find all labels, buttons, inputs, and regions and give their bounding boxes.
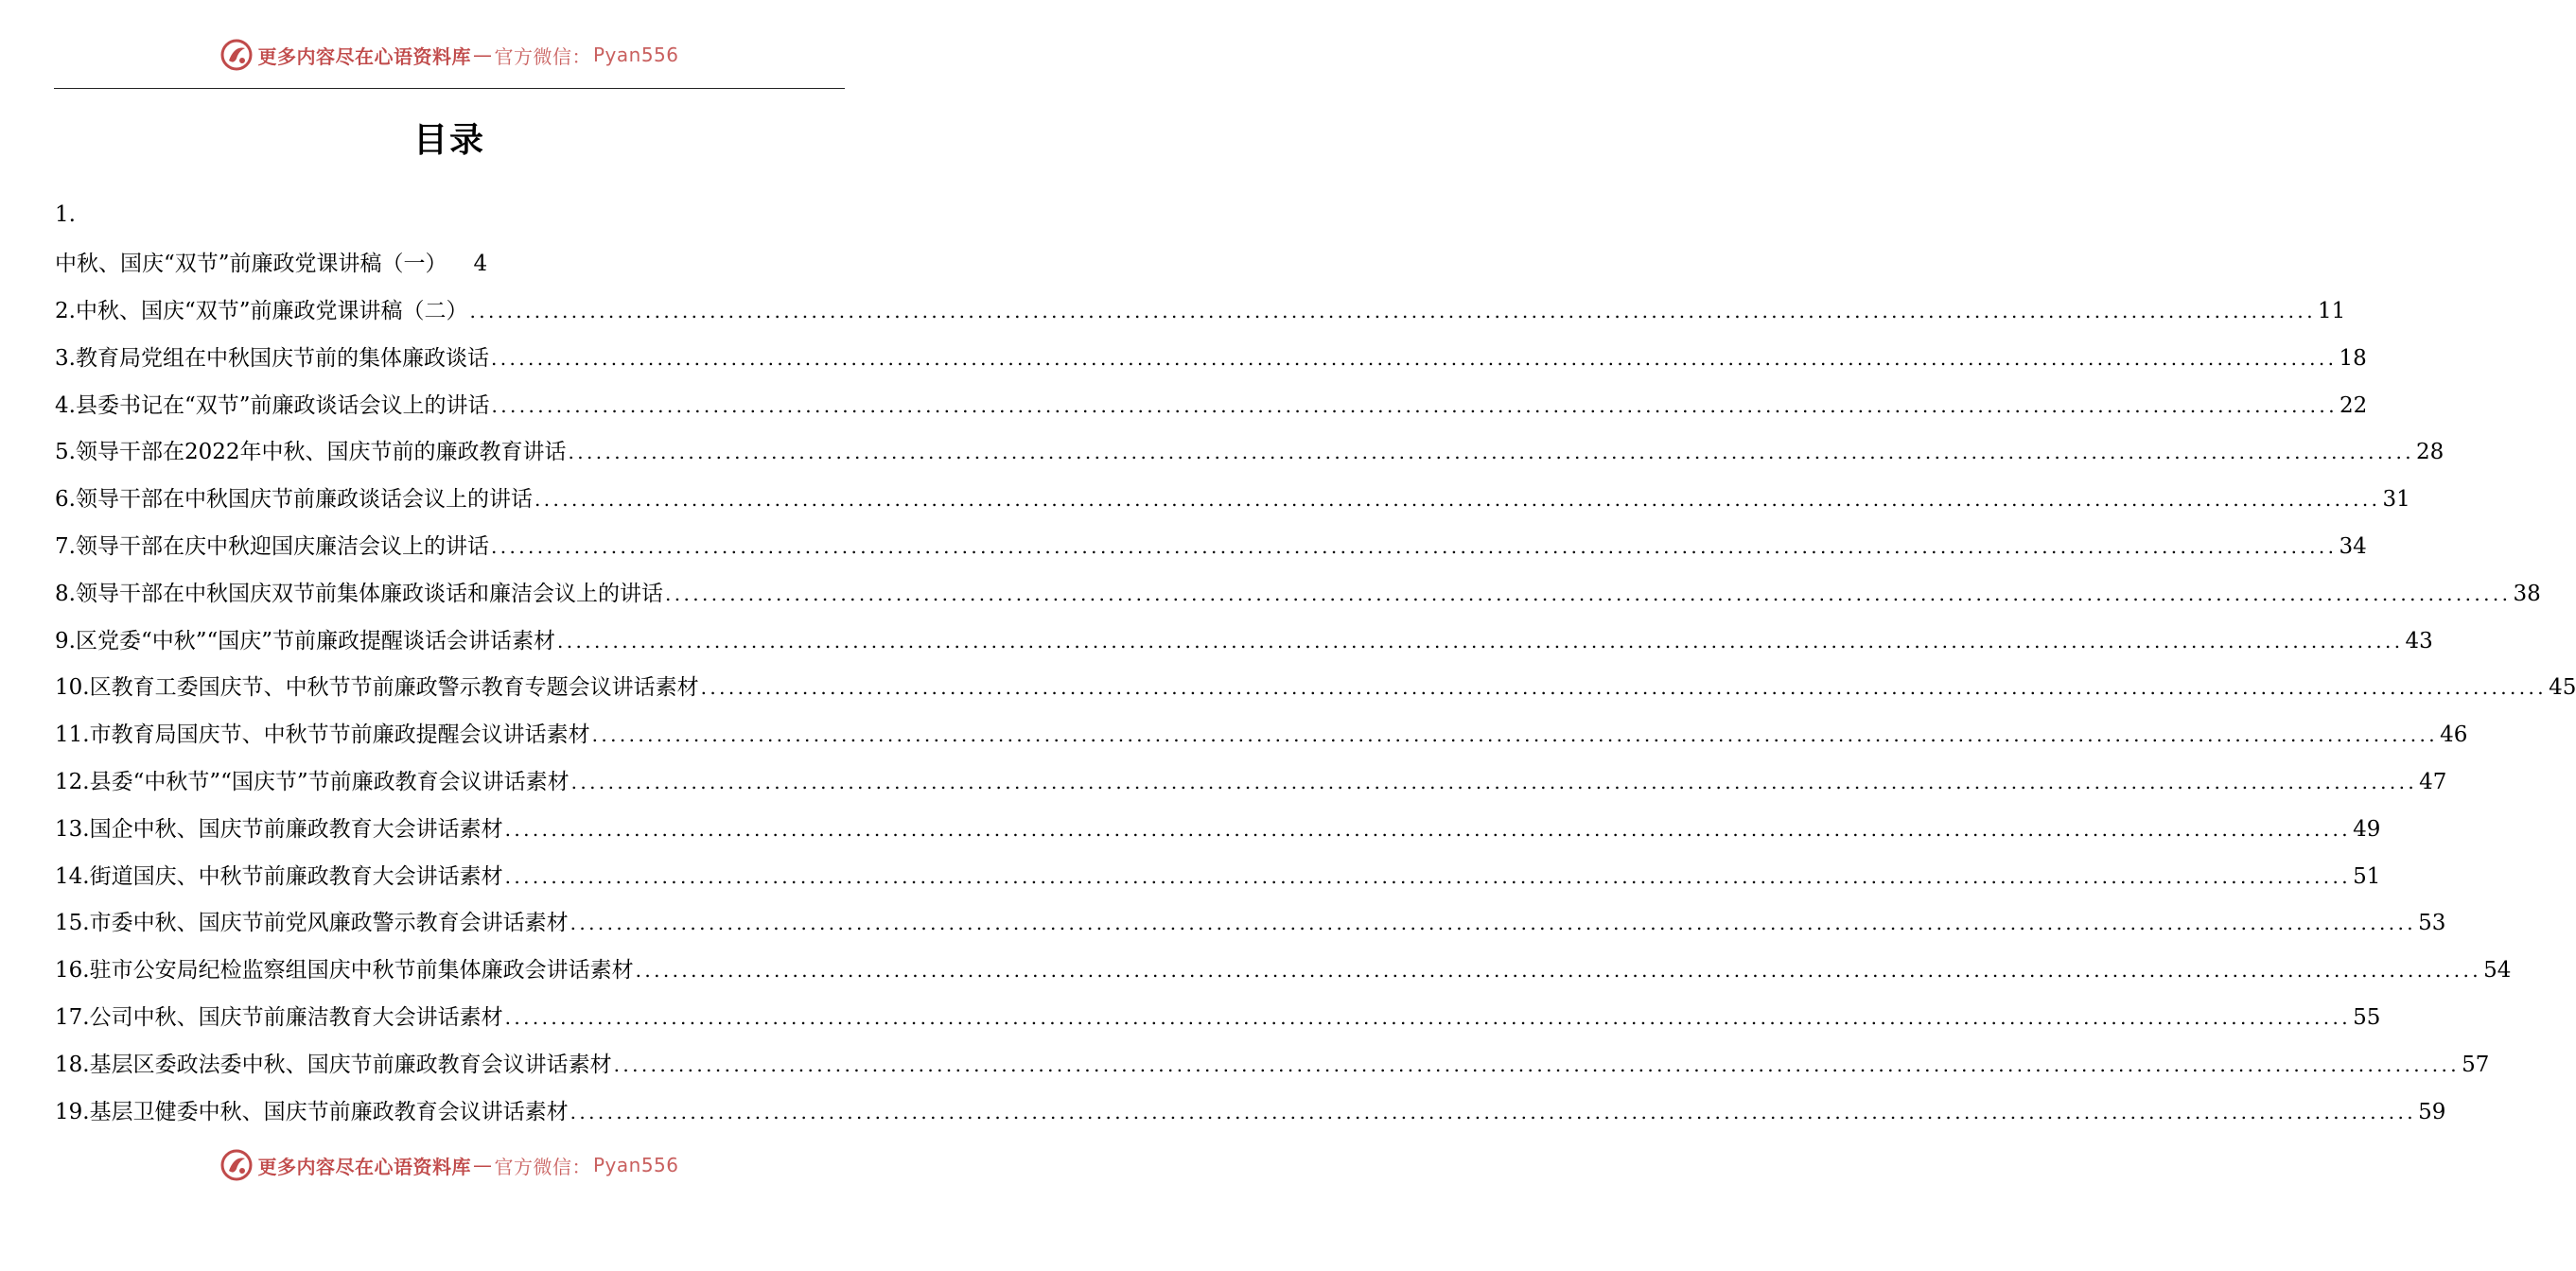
toc-entry-1[interactable] xyxy=(55,246,487,277)
toc-leader-dots: ........................................................................................................................................................................................................ xyxy=(504,817,2352,841)
toc-leader-dots: ........................................................................................................................................................................................................ xyxy=(664,582,2512,605)
toc-entry-label: 17.公司中秋、国庆节前廉洁教育大会讲话素材 xyxy=(55,1005,503,1030)
toc-entry-page: 11 xyxy=(2317,299,2346,323)
toc-entry-label: 中秋、国庆“双节”前廉政党课讲稿（一） xyxy=(55,252,447,276)
toc-first-number: 1. xyxy=(55,202,76,227)
toc-entry-6[interactable] xyxy=(55,481,2410,513)
brand-logo-icon xyxy=(219,1148,254,1182)
toc-entry-9[interactable] xyxy=(55,623,2433,653)
banner-library-text: 更多内容尽在心语资料库 xyxy=(257,44,471,68)
toc-entry-label: 11.市教育局国庆节、中秋节节前廉政提醒会议讲话素材 xyxy=(55,723,590,748)
toc-leader-dots: ........................................................................................................................................................................................................ xyxy=(534,488,2381,512)
toc-entry-label: 2.中秋、国庆“双节”前廉政党课讲稿（二） xyxy=(55,299,468,323)
toc-leader-dots: ........................................................................................................................................................................................................ xyxy=(490,535,2338,558)
toc-entry-18[interactable] xyxy=(55,1047,2490,1077)
toc-entry-label: 10.区教育工委国庆节、中秋节节前廉政警示教育专题会议讲话素材 xyxy=(55,675,699,701)
banner-dash: — xyxy=(472,44,493,66)
toc-leader-dots: ........................................................................................................................................................................................................ xyxy=(504,1006,2352,1029)
header-divider xyxy=(54,88,845,89)
toc-entry-page: 47 xyxy=(2419,770,2447,794)
toc-entry-label: 18.基层区委政法委中秋、国庆节前廉政教育会议讲话素材 xyxy=(55,1052,612,1077)
toc-entry-2[interactable] xyxy=(55,293,2346,323)
toc-leader-dots: ........................................................................................................................................................................................................ xyxy=(556,629,2404,653)
toc-entry-8[interactable] xyxy=(55,576,2541,606)
toc-entry-label: 6.领导干部在中秋国庆节前廉政谈话会议上的讲话 xyxy=(55,487,533,513)
header-banner xyxy=(0,36,899,74)
banner-library-text: 更多内容尽在心语资料库 xyxy=(257,1155,471,1178)
toc-entry-label: 9.区党委“中秋”“国庆”节前廉政提醒谈话会讲话素材 xyxy=(55,628,555,653)
toc-entry-4[interactable] xyxy=(55,388,2368,418)
toc-entry-page: 53 xyxy=(2418,911,2446,936)
toc-leader-dots: ........................................................................................................................................................................................................ xyxy=(591,723,2439,747)
toc-entry-page: 59 xyxy=(2418,1099,2446,1124)
banner-text xyxy=(257,1152,678,1179)
toc-leader-dots: ........................................................................................................................................................................................................ xyxy=(613,1053,2461,1076)
banner-text xyxy=(257,42,678,69)
toc-entry-16[interactable] xyxy=(55,952,2512,984)
toc-entry-page: 49 xyxy=(2353,816,2381,842)
toc-entry-19[interactable] xyxy=(55,1094,2446,1124)
toc-entry-page: 22 xyxy=(2339,392,2368,418)
toc-entry-label: 13.国企中秋、国庆节前廉政教育大会讲话素材 xyxy=(55,816,503,842)
toc-entry-label: 3.教育局党组在中秋国庆节前的集体廉政谈话 xyxy=(55,345,489,371)
toc-leader-dots: ........................................................................................................................................................................................................ xyxy=(491,393,2338,417)
toc-leader-dots: ........................................................................................................................................................................................................ xyxy=(570,771,2418,793)
toc-leader-dots: ........................................................................................................................................................................................................ xyxy=(570,912,2417,935)
toc-leader-dots: ........................................................................................................................................................................................................ xyxy=(570,1100,2417,1123)
toc-entry-11[interactable] xyxy=(55,717,2468,748)
toc-entry-14[interactable] xyxy=(55,859,2381,889)
toc-entry-13[interactable] xyxy=(55,811,2381,842)
toc-entry-page: 57 xyxy=(2462,1052,2490,1077)
toc-entry-page: 43 xyxy=(2405,628,2433,653)
toc-entry-label: 4.县委书记在“双节”前廉政谈话会议上的讲话 xyxy=(55,392,490,418)
toc-entry-page: 55 xyxy=(2353,1005,2381,1030)
page-title: 目录 xyxy=(412,121,485,160)
brand-logo-icon xyxy=(219,38,254,72)
toc-entry-label: 8.领导干部在中秋国庆双节前集体廉政谈话和廉洁会议上的讲话 xyxy=(55,581,663,606)
banner-wechat-id: Pyan556 xyxy=(592,44,679,66)
toc-entry-page: 34 xyxy=(2339,534,2367,559)
banner-wechat-id: Pyan556 xyxy=(592,1154,679,1176)
toc-entry-15[interactable] xyxy=(55,905,2446,936)
footer-banner xyxy=(0,1146,899,1184)
toc-entry-page: 18 xyxy=(2339,345,2367,371)
toc-entry-label: 7.领导干部在庆中秋迎国庆廉洁会议上的讲话 xyxy=(55,534,489,559)
toc-entry-page: 31 xyxy=(2382,487,2410,513)
toc-leader-dots: ........................................................................................................................................................................................................ xyxy=(568,441,2414,464)
toc-entry-page: 51 xyxy=(2353,863,2381,889)
toc-entry-10[interactable] xyxy=(55,670,2576,701)
toc-leader-dots: ........................................................................................................................................................................................................ xyxy=(490,346,2338,370)
toc-entry-page: 4 xyxy=(473,252,488,276)
toc-leader-dots: ........................................................................................................................................................................................................ xyxy=(635,959,2482,983)
toc-entry-page: 46 xyxy=(2440,723,2468,748)
toc-entry-label: 15.市委中秋、国庆节前党风廉政警示教育会讲话素材 xyxy=(55,911,569,936)
banner-wechat-label: 官方微信： xyxy=(494,1155,591,1178)
toc-entry-12[interactable] xyxy=(55,764,2447,794)
toc-entry-label: 5.领导干部在2022年中秋、国庆节前的廉政教育讲话 xyxy=(55,440,567,465)
banner-dash: — xyxy=(472,1154,493,1176)
toc-entry-label: 12.县委“中秋节”“国庆节”节前廉政教育会议讲话素材 xyxy=(55,770,570,794)
toc-entry-label: 14.街道国庆、中秋节前廉政教育大会讲话素材 xyxy=(55,863,503,889)
toc-entry-3[interactable] xyxy=(55,340,2367,371)
toc-entry-page: 28 xyxy=(2415,440,2445,465)
toc-leader-dots: ........................................................................................................................................................................................................ xyxy=(504,864,2352,888)
toc-entry-page: 45 xyxy=(2549,675,2576,701)
toc-leader-dots: ........................................................................................................................................................................................................ xyxy=(469,300,2316,322)
banner-wechat-label: 官方微信： xyxy=(494,44,591,68)
toc-entry-7[interactable] xyxy=(55,529,2367,559)
toc-entry-label: 19.基层卫健委中秋、国庆节前廉政教育会议讲话素材 xyxy=(55,1099,569,1124)
toc-leader-dots: ........................................................................................................................................................................................................ xyxy=(700,676,2548,700)
toc-entry-page: 38 xyxy=(2513,581,2541,606)
toc-entry-5[interactable] xyxy=(55,434,2445,465)
toc-entry-page: 54 xyxy=(2483,958,2512,984)
toc-entry-17[interactable] xyxy=(55,1000,2381,1030)
toc-entry-label: 16.驻市公安局纪检监察组国庆中秋节前集体廉政会讲话素材 xyxy=(55,958,634,984)
